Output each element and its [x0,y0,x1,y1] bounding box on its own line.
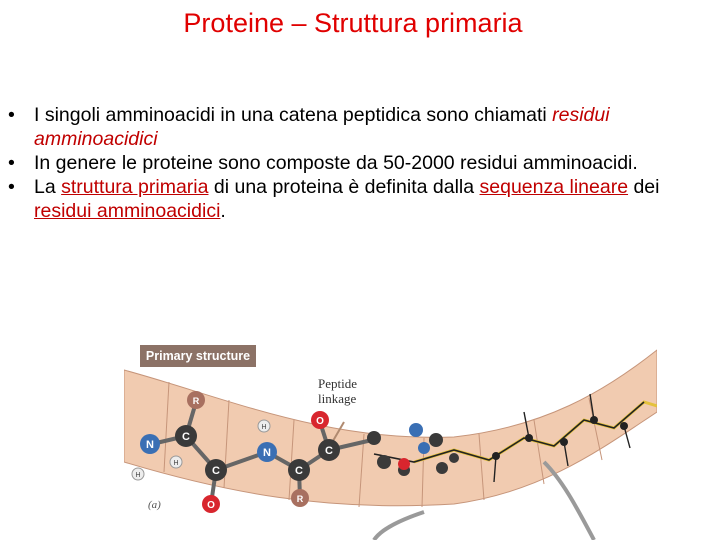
peptide-illustration [124,342,657,540]
atom-nitrogen-2 [257,442,277,462]
atom-carbonyl-carbon-2 [318,439,340,461]
bullet-marker: • [8,176,15,198]
svg-text:H: H [261,424,267,431]
bullet-text: I singoli amminoacidi in una catena peptidica sono chiamati [34,104,547,126]
atom-oxygen-2 [311,411,329,429]
svg-text:C: C [295,465,303,477]
svg-text:R: R [192,396,200,406]
bullet-text: In genere le proteine sono composte da 50-2000 residui amminoacidi. [34,152,638,174]
svg-text:C: C [212,465,220,477]
bullet-marker: • [8,104,15,126]
atom-alpha-carbon-2 [288,459,310,481]
bullet-marker: • [8,152,15,174]
svg-text:N: N [263,447,271,459]
bullet-text: dei [628,176,660,198]
peptide-linkage-label [318,376,357,406]
bullet-text: . [220,200,226,222]
arrow-left [374,512,424,540]
bullet-list [8,103,698,223]
atom-hydrogen-3 [258,420,270,432]
figure-label: Primary structure [140,345,256,367]
primary-structure-figure [124,342,657,540]
svg-text:N: N [146,439,154,451]
svg-text:C: C [325,445,333,457]
atom-hydrogen-1 [170,456,182,468]
bullet-text: di una proteina è definita dalla [208,176,480,198]
svg-text:R: R [296,494,304,504]
bullet-item [8,151,698,175]
slide-title: Proteine – Struttura primaria [183,8,523,38]
atom-hydrogen-2 [132,468,144,480]
atom-nitrogen-1 [140,434,160,454]
svg-text:H: H [173,460,179,467]
atom-side-chain-1 [187,391,205,409]
peptide-label-line2: linkage [318,391,357,406]
term-residui: residui amminoacidici [34,104,610,150]
svg-text:O: O [316,416,324,427]
svg-text:O: O [207,500,215,511]
atom-oxygen-1 [202,495,220,513]
peptide-label-line1: Peptide [318,376,357,391]
bullet-text: La [34,176,62,198]
panel-label: (a) [148,499,161,511]
link-residui-amminoacidici[interactable]: residui amminoacidici [34,200,221,222]
atom-carbonyl-carbon-1 [205,459,227,481]
atom-alpha-carbon-1 [175,425,197,447]
link-struttura-primaria[interactable]: struttura primaria [61,176,209,198]
atom-side-chain-2 [291,489,309,507]
svg-text:C: C [182,431,190,443]
link-sequenza-lineare[interactable]: sequenza lineare [479,176,629,198]
bullet-item [8,175,698,223]
bullet-item [8,103,698,151]
svg-text:H: H [135,472,141,479]
